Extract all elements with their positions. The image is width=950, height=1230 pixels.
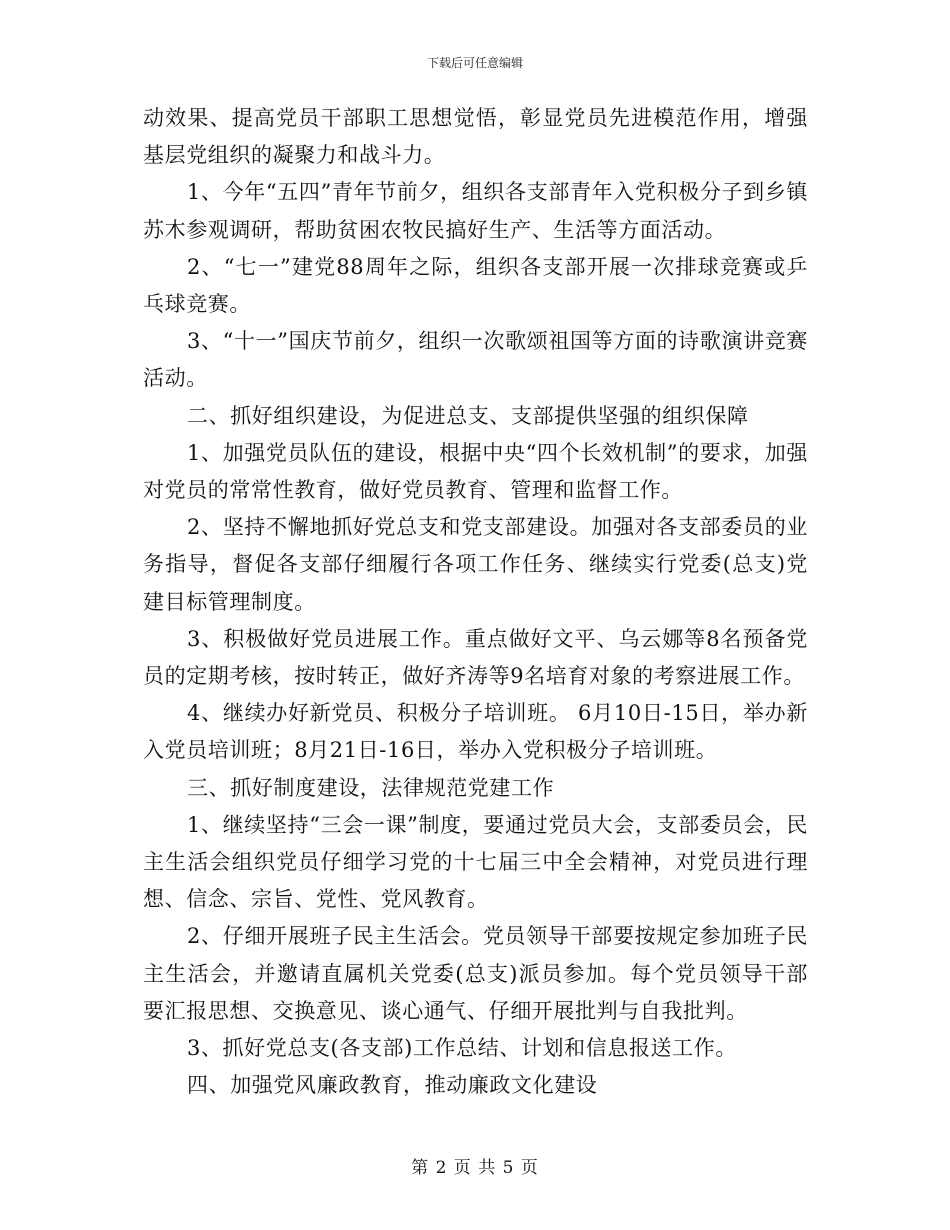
paragraph: 1、今年“五四”青年节前夕，组织各支部青年入党积极分子到乡镇苏木参观调研，帮助贫困农牧民搞好生产、生活等方面活动。 (143, 180, 808, 242)
paragraph: 2、仔细开展班子民主生活会。党员领导干部要按规定参加班子民主生活会，并邀请直属机关党委(总支)派员参加。每个党员领导干部要汇报思想、交换意见、谈心通气、仔细开展批判与自我批判。 (143, 924, 808, 1023)
paragraph: 1、继续坚持“三会一课”制度，要通过党员大会，支部委员会，民主生活会组织党员仔细学习党的十七届三中全会精神，对党员进行理想、信念、宗旨、党性、党风教育。 (143, 812, 808, 912)
paragraph: 1、加强党员队伍的建设，根据中央“四个长效机制”的要求，加强对党员的常常性教育，做好党员教育、管理和监督工作。 (143, 440, 808, 503)
paragraph: 3、“十一”国庆节前夕，组织一次歌颂祖国等方面的诗歌演讲竞赛活动。 (143, 329, 808, 391)
section-heading: 四、加强党风廉政教育，推动廉政文化建设 (187, 1073, 598, 1098)
section-heading: 三、抓好制度建设，法律规范党建工作 (187, 775, 555, 800)
paragraph: 动效果、提高党员干部职工思想觉悟，彰显党员先进模范作用，增强基层党组织的凝聚力和战斗力。 (143, 106, 808, 168)
page-header: 下载后可任意编辑 (426, 56, 523, 70)
paragraph: 3、抓好党总支(各支部)工作总结、计划和信息报送工作。 (187, 1036, 737, 1061)
paragraph: 2、“七一”建党88周年之际，组织各支部开展一次排球竞赛或乒乓球竞赛。 (143, 254, 808, 317)
paragraph: 3、积极做好党员进展工作。重点做好文平、乌云娜等8名预备党员的定期考核，按时转正，做好齐涛等9名培育对象的考察进展工作。 (143, 626, 808, 689)
document-body (143, 100, 808, 1104)
page-number: 第 2 页 共 5 页 (411, 1158, 539, 1178)
paragraph: 4、继续办好新党员、积极分子培训班。 6月10日-15日，举办新入党员培训班；8月21日-16日，举办入党积极分子培训班。 (143, 701, 808, 763)
section-heading: 二、抓好组织建设，为促进总支、支部提供坚强的组织保障 (187, 403, 749, 428)
paragraph: 2、坚持不懈地抓好党总支和党支部建设。加强对各支部委员的业务指导，督促各支部仔细履行各项工作任务、继续实行党委(总支)党建目标管理制度。 (143, 515, 808, 614)
